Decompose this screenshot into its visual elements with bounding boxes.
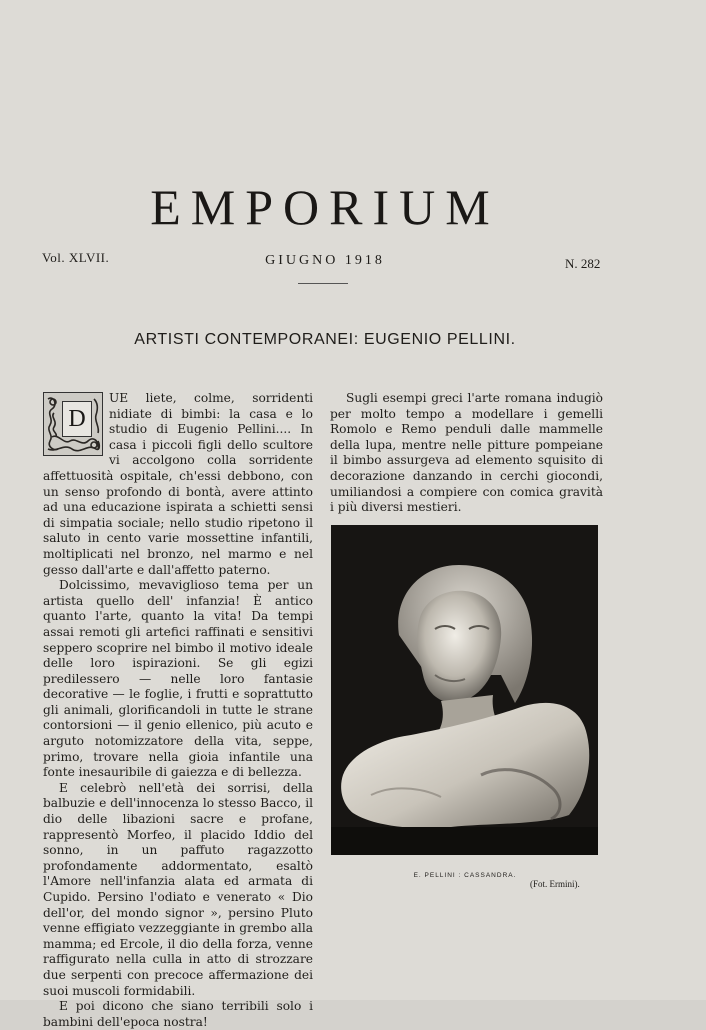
issue-number: N. 282 bbox=[565, 256, 601, 271]
photo-credit: (Fot. Ermini). bbox=[530, 879, 580, 889]
figure-caption: E. PELLINI : CASSANDRA. bbox=[413, 872, 517, 879]
paragraph: Sugli esempi greci l'arte romana indugiò per molto tempo a modellare i gemelli Romolo e Remo penduli dalle mammelle della lupa, mentre nelle pitture pompeiane il bimbo assurgeva ad elemento squisito di decorazione danzando in cerchi giocondi, umiliandosi a compiere con comica gravità i più diversi mestieri. bbox=[330, 391, 603, 515]
left-column bbox=[43, 391, 313, 1030]
paragraph: E celebrò nell'età dei sorrisi, della balbuzie e dell'innocenza lo stesso Bacco, il dio delle libazioni sacre e profane, rappresentò Morfeo, il placido Iddio del sonno, in un paffuto ragazzotto profondamente addormentato, esaltò l'Amore nell'infanzia alata ed armata di Cupido. Persino l'odiato e venerato « Dio dell'or, del mondo signor », persino Pluto venne effigiato vezzeggiante in grembo alla mamma; ed Ercole, il dio della forza, venne raffigurato nella culla in atto di strozzare due serpenti con precoce affermazione dei suoi muscoli formidabili. bbox=[43, 780, 313, 998]
paragraph: E poi dicono che siano terribili solo i bambini dell'epoca nostra! bbox=[43, 999, 313, 1029]
right-column bbox=[330, 391, 603, 516]
masthead-title: EMPORIUM bbox=[150, 179, 500, 235]
article-title: ARTISTI CONTEMPORANEI: EUGENIO PELLINI. bbox=[134, 331, 516, 348]
sculpture-photograph bbox=[331, 525, 598, 855]
drop-cap-letter: D bbox=[62, 401, 92, 437]
paragraph: UE liete, colme, sorridenti nidiate di bimbi: la casa e lo studio di Eugenio Pellini.... In casa i piccoli figli dello scultore vi accolgono colla sorridente affettuosità ospitale, ch'essi debbono, con un senso profondo di bontà, avere attinto ad una educazione ispirata a schietti sensi di simpatia sociale; nello studio ripetono il saluto in cento varie mossettine infantili, moltiplicati nel bronzo, nel marmo e nel gesso dall'arte e dall'affetto paterno. bbox=[43, 391, 313, 577]
marble-bust-image bbox=[331, 525, 598, 855]
header-divider bbox=[298, 283, 348, 284]
ornamental-initial bbox=[43, 392, 103, 456]
issue-date: GIUGNO 1918 bbox=[265, 253, 385, 268]
paragraph: Dolcissimo, mevavigliosо tema per un artista quello dell' infanzia! È antico quanto l'arte, quanto la vita! Da tempi assai remoti gli artefici raffinati e sensitivi seppero scoprire nel bimbo il motivo ideale delle loro ispirazioni. Se gli egizi predilessero — nelle loro fantasie decorative — le foglie, i frutti e soprattutto gli animali, glorificandoli in tutte le strane contorsioni — il genio ellenico, più acuto e arguto notomizzatore della vita, seppe, primo, trovare nella gioia infantile una fonte inesauribile di gaiezza e di bellezza. bbox=[43, 578, 313, 780]
volume-number: Vol. XLVII. bbox=[42, 250, 110, 265]
